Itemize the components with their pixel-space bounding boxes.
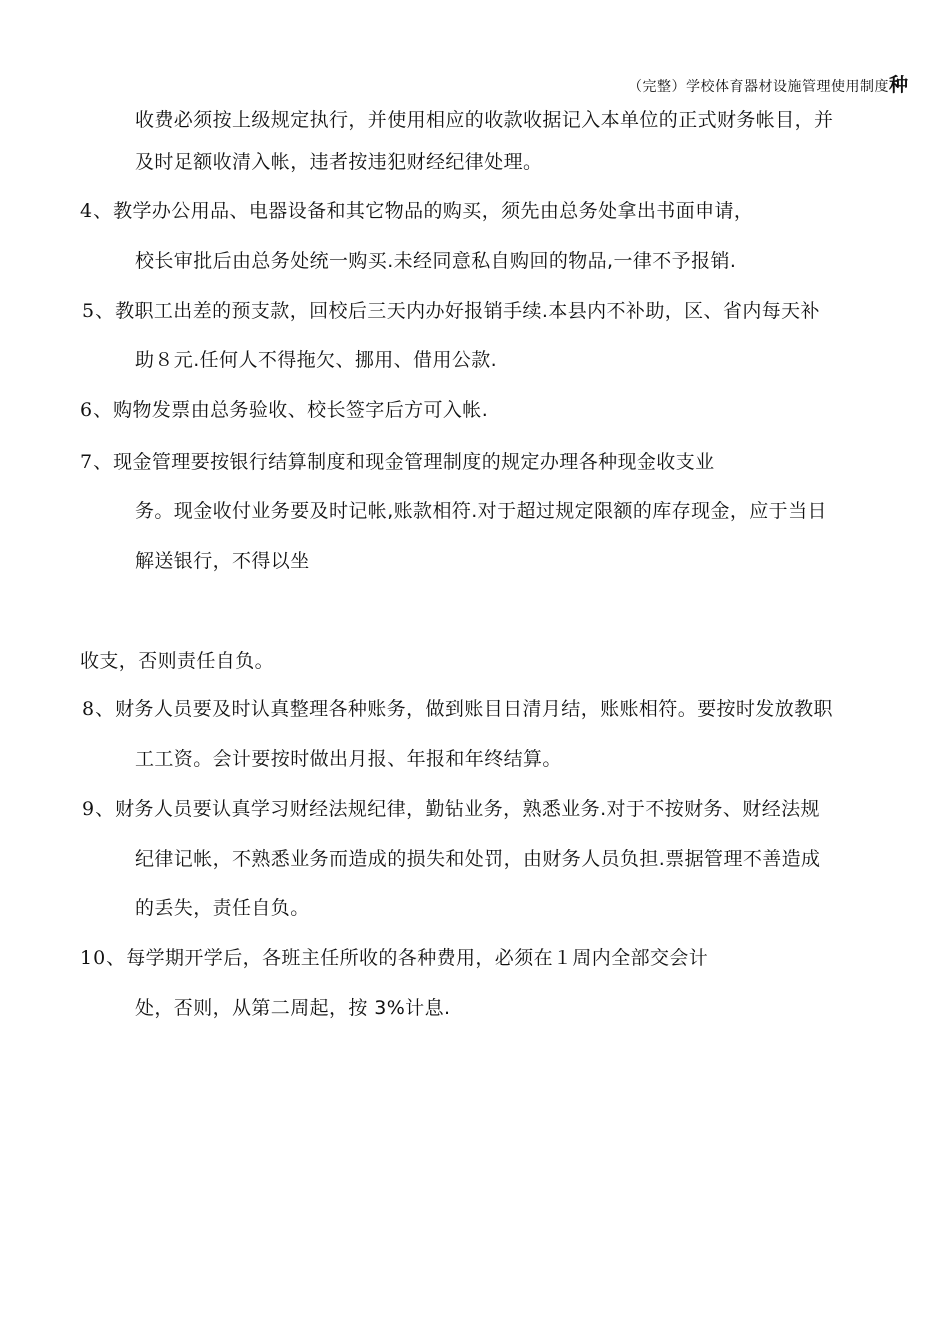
text-line: 校长审批后由总务处统一购买.未经同意私自购回的物品,一律不予报销.: [135, 250, 737, 272]
list-item-5: 5、教职工出差的预支款，回校后三天内办好报销手续.本县内不补助，区、省内每天补: [82, 300, 820, 322]
text-line: 收费必须按上级规定执行，并使用相应的收款收据记入本单位的正式财务帐目，并: [135, 109, 834, 131]
list-item-7: 7、现金管理要按银行结算制度和现金管理制度的规定办理各种现金收支业: [80, 451, 715, 473]
text-line: 收支，否则责任自负。: [80, 650, 275, 672]
list-item-8: 8、财务人员要及时认真整理各种账务，做到账目日清月结，账账相符。要按时发放教职: [82, 698, 833, 720]
text-line: 务。现金收付业务要及时记帐,账款相符.对于超过规定限额的库存现金，应于当日: [135, 500, 827, 522]
list-item-4: 4、教学办公用品、电器设备和其它物品的购买，须先由总务处拿出书面申请，: [80, 200, 754, 222]
text-line: 纪律记帐，不熟悉业务而造成的损失和处罚，由财务人员负担.票据管理不善造成: [135, 848, 821, 870]
text-line: 处，否则，从第二周起，按 3%计息.: [135, 997, 451, 1019]
list-item-10: 10、每学期开学后，各班主任所收的各种费用，必须在１周内全部交会计: [80, 947, 709, 969]
list-item-6: 6、购物发票由总务验收、校长签字后方可入帐.: [80, 399, 489, 421]
text-line: 的丢失，责任自负。: [135, 897, 310, 919]
text-line: 解送银行，不得以坐: [135, 550, 310, 572]
text-line: 工工资。会计要按时做出月报、年报和年终结算。: [135, 748, 562, 770]
header-title: （完整）学校体育器材设施管理使用制度: [627, 79, 889, 95]
page-header: [628, 70, 908, 97]
header-title-suffix: 种: [888, 74, 908, 96]
list-item-9: 9、财务人员要认真学习财经法规纪律，勤钻业务，熟悉业务.对于不按财务、财经法规: [82, 798, 820, 820]
text-line: 及时足额收清入帐，违者按违犯财经纪律处理。: [135, 151, 543, 173]
text-line: 助８元.任何人不得拖欠、挪用、借用公款.: [135, 349, 498, 371]
